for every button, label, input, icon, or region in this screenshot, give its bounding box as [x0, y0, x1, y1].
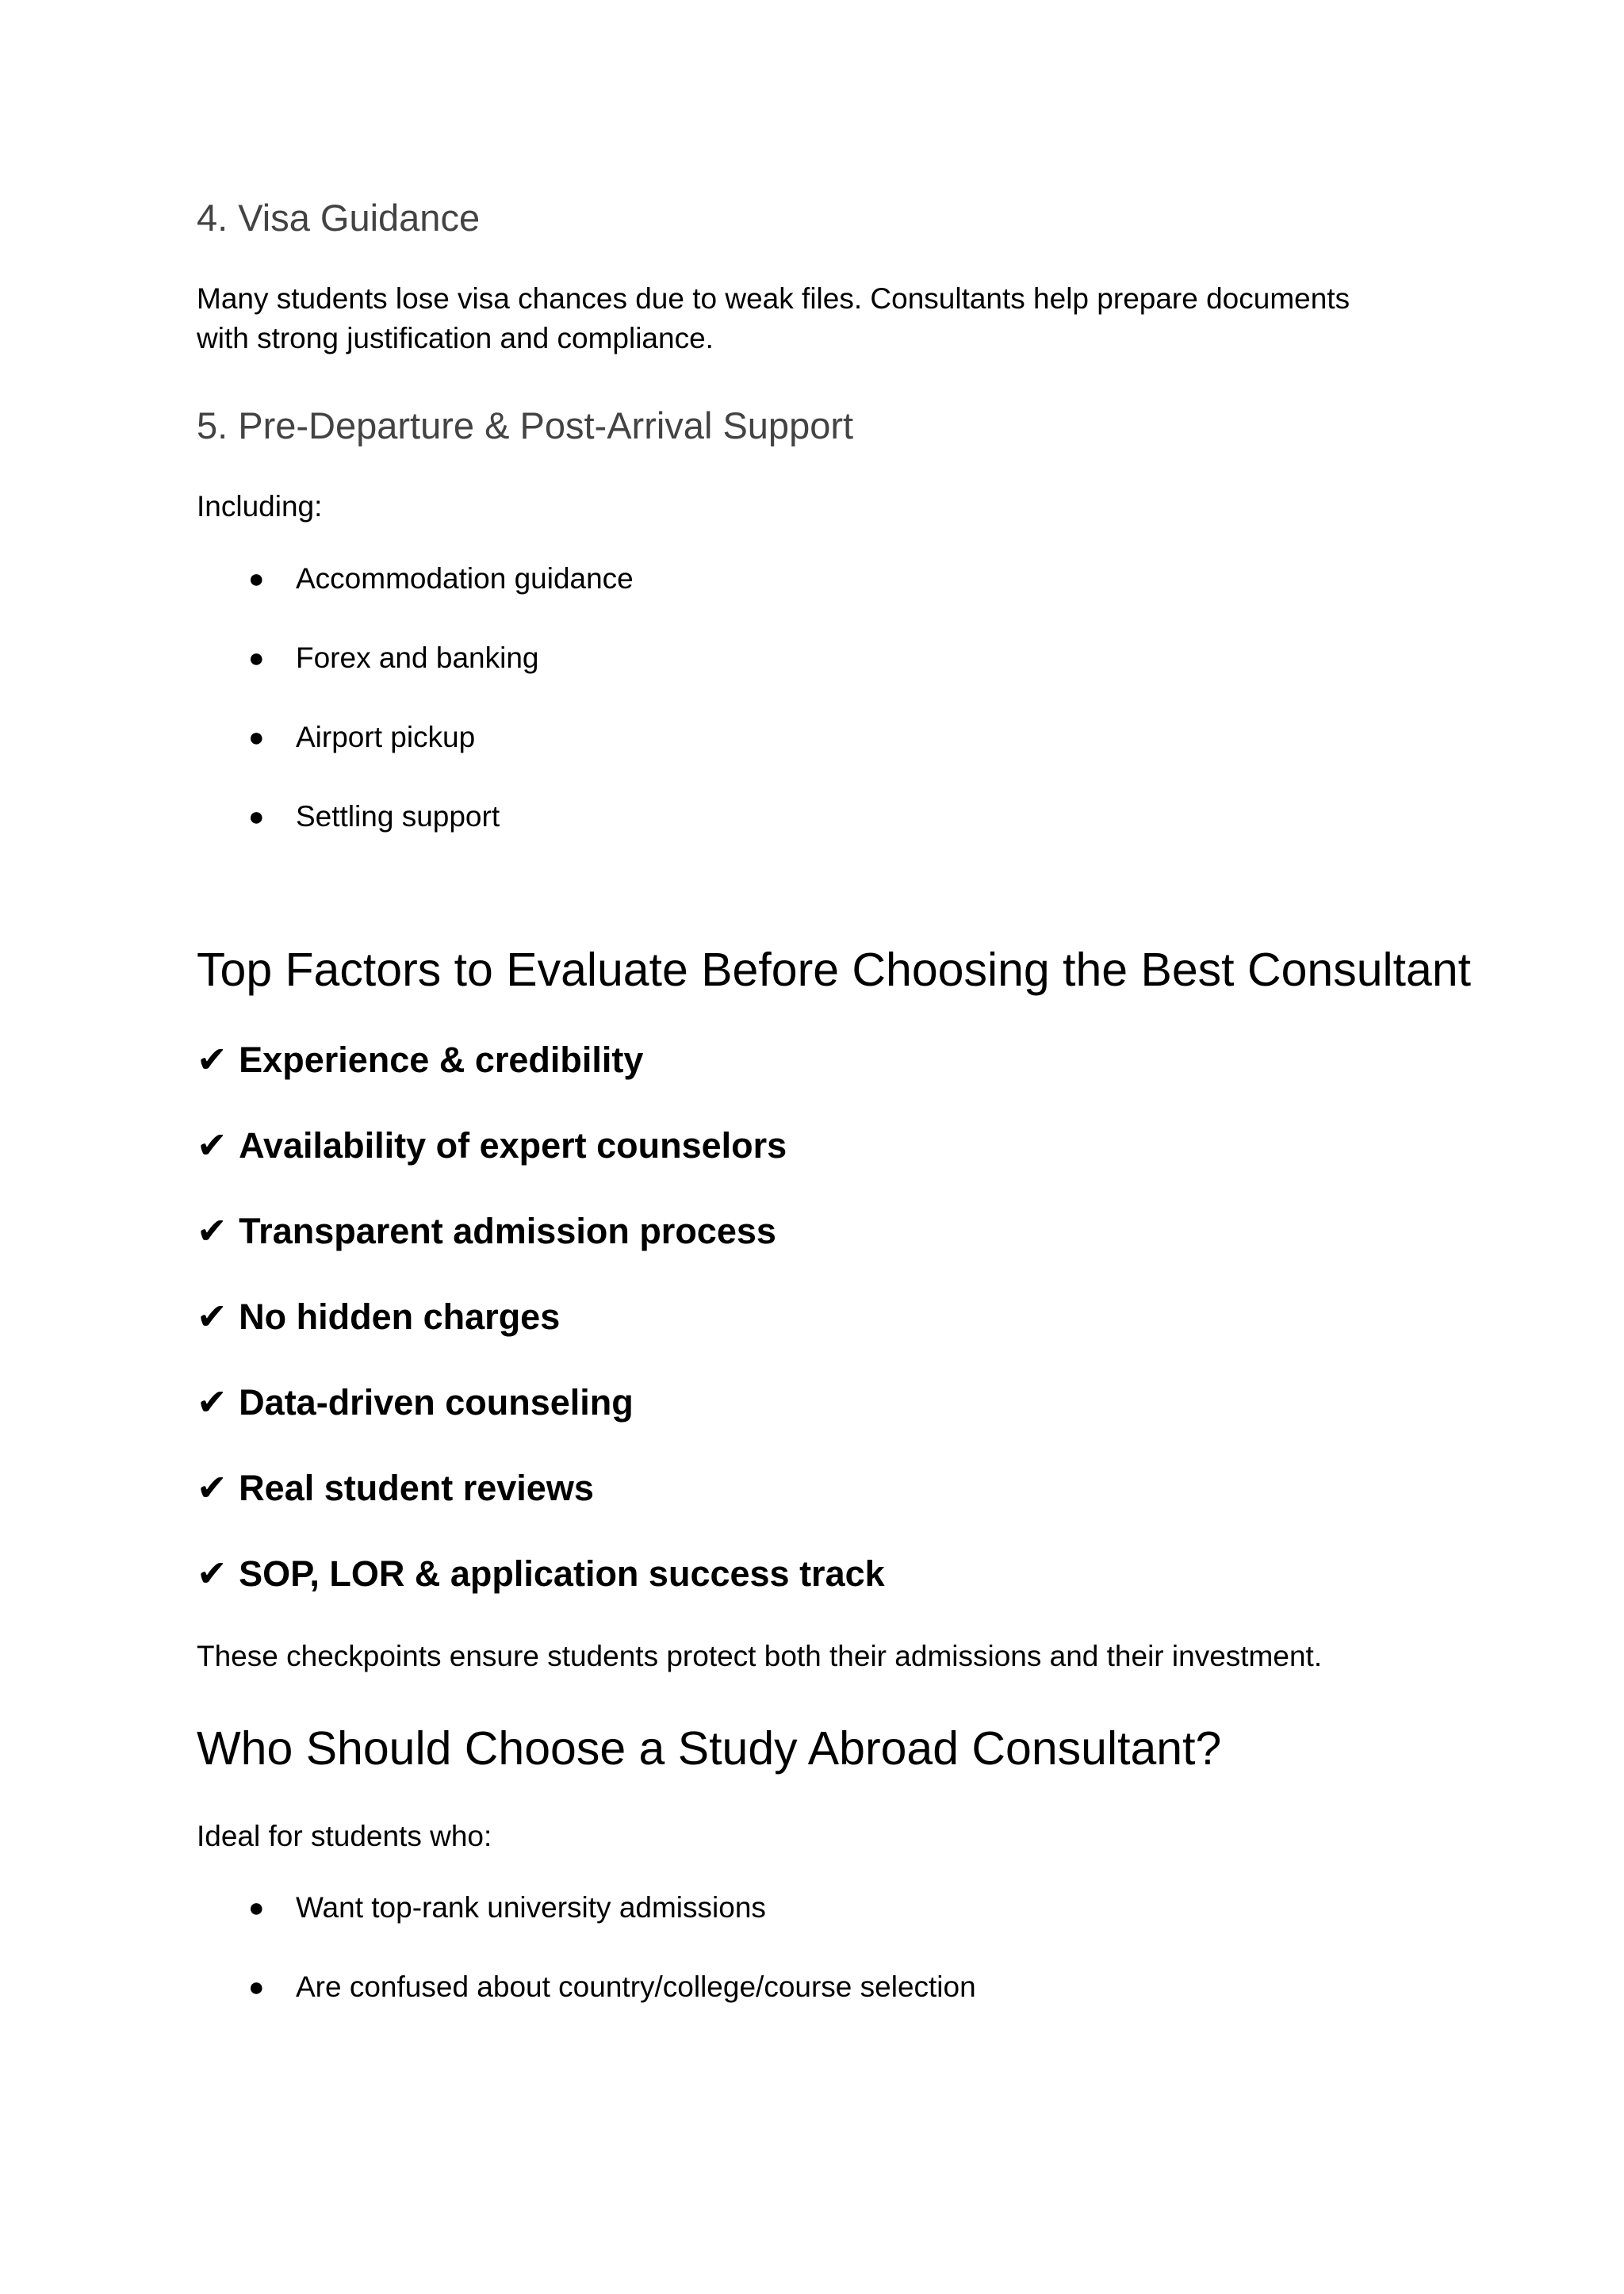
list-item-text: Are confused about country/college/course selection	[296, 1970, 976, 2003]
support-heading: 5. Pre-Departure & Post-Arrival Support	[197, 404, 854, 446]
support-intro: Including:	[197, 490, 323, 523]
visa-guidance-heading: 4. Visa Guidance	[197, 197, 481, 239]
checklist-item-text: Transparent admission process	[239, 1211, 776, 1251]
checklist-item	[197, 1039, 643, 1081]
who-intro: Ideal for students who:	[197, 1820, 492, 1852]
list-item-text: Want top-rank university admissions	[296, 1891, 766, 1924]
checklist-item	[197, 1467, 594, 1509]
list-item-text: Airport pickup	[296, 721, 476, 753]
who-heading: Who Should Choose a Study Abroad Consultant?	[197, 1722, 1222, 1775]
checklist-item-text: Experience & credibility	[239, 1040, 644, 1080]
checklist-item-text: SOP, LOR & application success track	[239, 1553, 885, 1594]
checklist-item-text: Real student reviews	[239, 1468, 594, 1508]
check-icon: ✔	[197, 1038, 239, 1081]
bullet-icon: ●	[248, 564, 265, 594]
bullet-icon: ●	[248, 1972, 265, 2002]
checklist-item-text: No hidden charges	[239, 1296, 561, 1337]
list-item-text: Forex and banking	[296, 641, 539, 674]
checklist-item	[197, 1210, 776, 1252]
checklist-item-text: Availability of expert counselors	[239, 1125, 787, 1166]
check-icon: ✔	[197, 1466, 239, 1509]
checklist-item	[197, 1553, 885, 1595]
check-icon: ✔	[197, 1124, 239, 1166]
list-item-text: Settling support	[296, 800, 500, 833]
bullet-icon: ●	[248, 802, 265, 832]
checklist-item-text: Data-driven counseling	[239, 1382, 634, 1423]
factors-heading: Top Factors to Evaluate Before Choosing the Best Consultant	[197, 944, 1472, 996]
check-icon: ✔	[197, 1209, 239, 1252]
visa-guidance-paragraph-line-1: Many students lose visa chances due to weak files. Consultants help prepare documents	[197, 282, 1350, 315]
check-icon: ✔	[197, 1552, 239, 1595]
check-icon: ✔	[197, 1381, 239, 1423]
factors-closing-paragraph: These checkpoints ensure students protect both their admissions and their investment.	[197, 1640, 1323, 1672]
visa-guidance-paragraph-line-2: with strong justification and compliance.	[197, 322, 714, 354]
bullet-icon: ●	[248, 1893, 265, 1923]
checklist-item	[197, 1124, 787, 1166]
bullet-icon: ●	[248, 643, 265, 673]
bullet-icon: ●	[248, 722, 265, 753]
list-item-text: Accommodation guidance	[296, 562, 634, 595]
checklist-item	[197, 1381, 634, 1423]
checklist-item	[197, 1296, 560, 1338]
check-icon: ✔	[197, 1295, 239, 1338]
